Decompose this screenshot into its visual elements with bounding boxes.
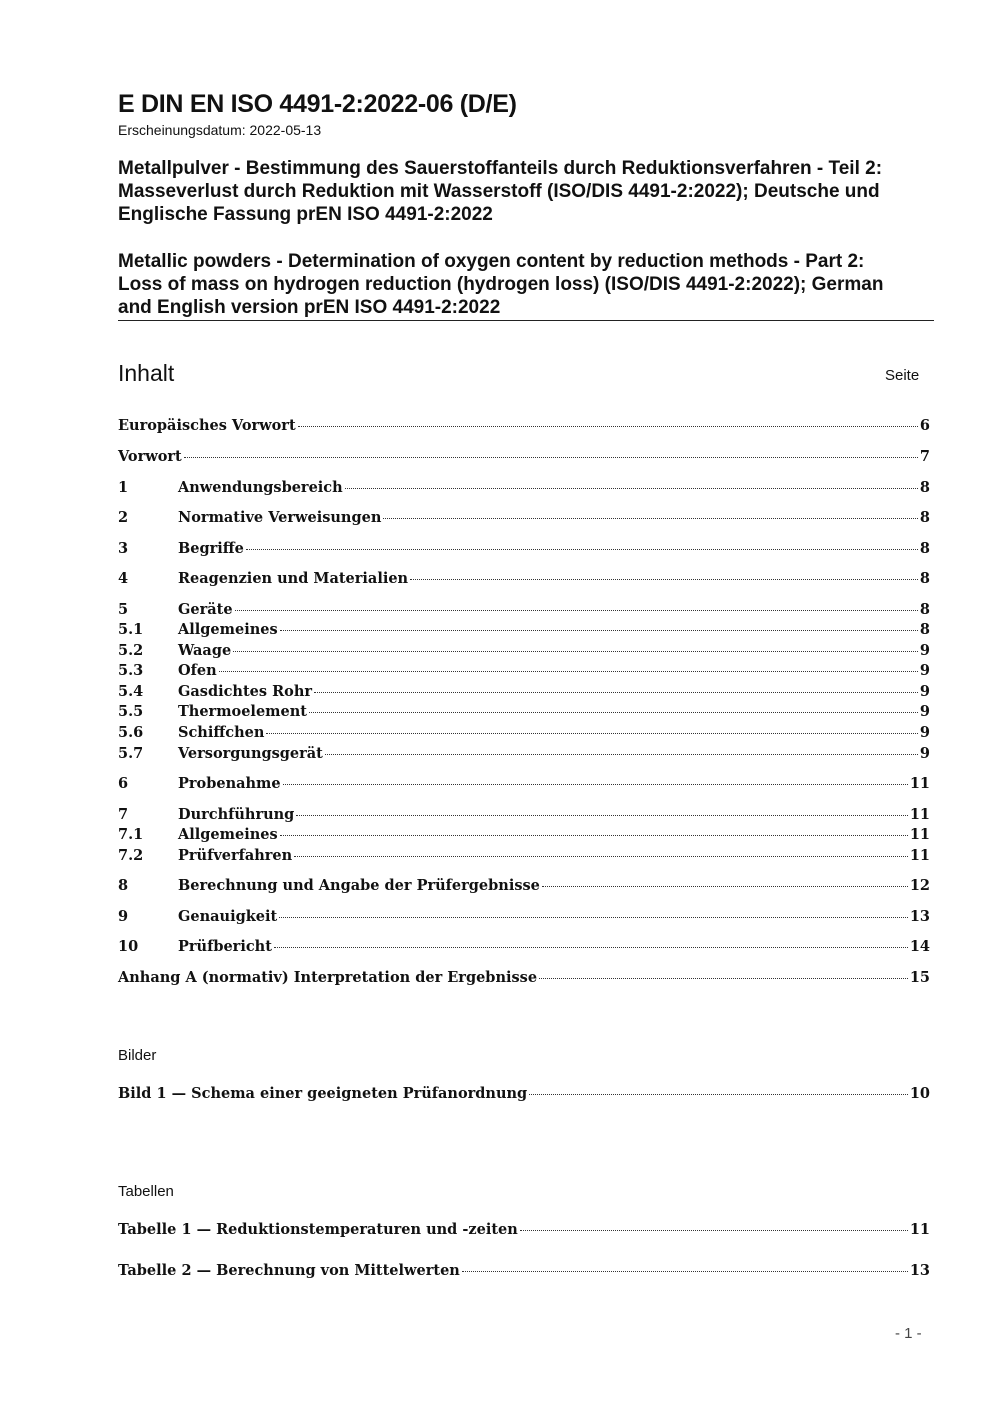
toc-entry-number: 4 xyxy=(118,570,129,587)
toc-entry-leader-dots xyxy=(246,549,918,550)
figure-entry[interactable] xyxy=(118,1085,930,1105)
toc-entry[interactable] xyxy=(118,847,930,867)
toc-entry-leader-dots xyxy=(309,712,918,713)
table-entry-leader-dots xyxy=(520,1230,908,1231)
toc-entry-leader-dots xyxy=(314,692,918,693)
toc-entry-label: Normative Verweisungen xyxy=(178,509,382,526)
header-divider xyxy=(118,320,934,321)
toc-entry[interactable] xyxy=(118,724,930,744)
toc-entry[interactable] xyxy=(118,703,930,723)
toc-entry-label: Durchführung xyxy=(178,806,295,823)
toc-entry[interactable] xyxy=(118,877,930,897)
toc-entry[interactable] xyxy=(118,775,930,795)
toc-entry[interactable] xyxy=(118,621,930,641)
toc-entry-label: Genauigkeit xyxy=(178,908,278,925)
toc-entry[interactable] xyxy=(118,642,930,662)
toc-entry-number: 7.2 xyxy=(118,847,144,864)
toc-entry-number: 5.4 xyxy=(118,683,144,700)
figure-entry-leader-dots xyxy=(529,1094,908,1095)
toc-entry-leader-dots xyxy=(283,784,908,785)
toc-entry-leader-dots xyxy=(280,835,908,836)
toc-entry-label: Ofen xyxy=(178,662,217,679)
toc-entry-number: 2 xyxy=(118,509,129,526)
toc-entry-label: Schiffchen xyxy=(178,724,265,741)
toc-entry-label: Allgemeines xyxy=(178,826,278,843)
toc-entry-page: 8 xyxy=(919,479,930,496)
toc-entry[interactable] xyxy=(118,540,930,560)
toc-entry-page: 11 xyxy=(909,826,930,843)
title-german xyxy=(118,157,938,226)
toc-entry-number: 5 xyxy=(118,601,129,618)
toc-heading: Inhalt xyxy=(118,360,175,386)
toc-entry-page: 6 xyxy=(919,417,930,434)
title-german-line: Englische Fassung prEN ISO 4491-2:2022 xyxy=(118,204,493,225)
toc-entry-label: Europäisches Vorwort xyxy=(118,417,296,434)
toc-entry[interactable] xyxy=(118,908,930,928)
toc-entry-leader-dots xyxy=(274,947,908,948)
toc-entry-number: 8 xyxy=(118,877,129,894)
toc-entry[interactable] xyxy=(118,969,930,989)
toc-entry[interactable] xyxy=(118,826,930,846)
toc-entry-leader-dots xyxy=(294,856,908,857)
toc-entry[interactable] xyxy=(118,601,930,621)
toc-entry[interactable] xyxy=(118,662,930,682)
table-entry-page: 11 xyxy=(909,1221,930,1238)
toc-entry[interactable] xyxy=(118,417,930,437)
toc-entry-number: 7 xyxy=(118,806,129,823)
toc-entry-page: 8 xyxy=(919,570,930,587)
toc-entry-leader-dots xyxy=(410,579,918,580)
toc-entry-number: 5.7 xyxy=(118,745,144,762)
toc-entry[interactable] xyxy=(118,448,930,468)
toc-entry-leader-dots xyxy=(235,610,918,611)
toc-entry-leader-dots xyxy=(383,518,918,519)
title-german-line: Masseverlust durch Reduktion mit Wasserstoff (ISO/DIS 4491-2:2022); Deutsche und xyxy=(118,181,880,202)
table-entry-leader-dots xyxy=(462,1271,908,1272)
toc-entry-leader-dots xyxy=(345,488,918,489)
figure-entry-label: Bild 1 — Schema einer geeigneten Prüfanordnung xyxy=(118,1085,528,1102)
toc-entry-page: 9 xyxy=(919,703,930,720)
figures-heading: Bilder xyxy=(118,1047,157,1064)
toc-entry-number: 5.2 xyxy=(118,642,144,659)
toc-entry-page: 9 xyxy=(919,662,930,679)
toc-entry-label: Waage xyxy=(178,642,232,659)
toc-entry-page: 12 xyxy=(909,877,930,894)
toc-entry-page: 7 xyxy=(919,448,930,465)
toc-entry[interactable] xyxy=(118,683,930,703)
toc-entry-label: Reagenzien und Materialien xyxy=(178,570,409,587)
table-entry-label: Tabelle 1 — Reduktionstemperaturen und -zeiten xyxy=(118,1221,518,1238)
toc-entry-page: 9 xyxy=(919,745,930,762)
toc-entry[interactable] xyxy=(118,479,930,499)
toc-entry-leader-dots xyxy=(280,630,918,631)
toc-entry-label: Probenahme xyxy=(178,775,281,792)
toc-entry-number: 5.3 xyxy=(118,662,144,679)
table-entry-label: Tabelle 2 — Berechnung von Mittelwerten xyxy=(118,1262,460,1279)
toc-entry-leader-dots xyxy=(542,886,908,887)
publication-date: Erscheinungsdatum: 2022-05-13 xyxy=(118,122,322,138)
toc-entry-page: 8 xyxy=(919,601,930,618)
toc-entry-page: 11 xyxy=(909,775,930,792)
toc-entry-page: 13 xyxy=(909,908,930,925)
toc-entry-label: Geräte xyxy=(178,601,233,618)
toc-entry-label: Prüfverfahren xyxy=(178,847,293,864)
toc-entry-label: Versorgungsgerät xyxy=(178,745,323,762)
figure-entry-page: 10 xyxy=(909,1085,930,1102)
toc-entry-page: 11 xyxy=(909,806,930,823)
toc-entry-page: 9 xyxy=(919,724,930,741)
toc-entry[interactable] xyxy=(118,745,930,765)
toc-entry-leader-dots xyxy=(184,457,918,458)
toc-entry-leader-dots xyxy=(325,754,918,755)
table-entry[interactable] xyxy=(118,1221,930,1241)
title-english-line: and English version prEN ISO 4491-2:2022 xyxy=(118,297,501,318)
toc-entry-page: 14 xyxy=(909,938,930,955)
title-german-line: Metallpulver - Bestimmung des Sauerstoffanteils durch Reduktionsverfahren - Teil 2: xyxy=(118,158,883,179)
toc-entry-number: 7.1 xyxy=(118,826,144,843)
toc-page-column-heading: Seite xyxy=(885,367,920,384)
toc-entry-label: Begriffe xyxy=(178,540,244,557)
toc-entry-leader-dots xyxy=(279,917,908,918)
toc-entry-number: 1 xyxy=(118,479,129,496)
toc-entry-page: 15 xyxy=(909,969,930,986)
document-title: E DIN EN ISO 4491-2:2022-06 (D/E) xyxy=(118,90,517,118)
toc-entry-label: Prüfbericht xyxy=(178,938,272,955)
page-number: - 1 - xyxy=(895,1325,922,1342)
toc-entry-number: 5.6 xyxy=(118,724,144,741)
toc-entry-number: 3 xyxy=(118,540,129,557)
toc-entry-page: 9 xyxy=(919,683,930,700)
toc-entry-label: Anwendungsbereich xyxy=(178,479,343,496)
toc-entry-number: 9 xyxy=(118,908,129,925)
toc-entry-page: 9 xyxy=(919,642,930,659)
toc-entry[interactable] xyxy=(118,938,930,958)
toc-entry-page: 11 xyxy=(909,847,930,864)
toc-entry-number: 10 xyxy=(118,938,139,955)
tables-heading: Tabellen xyxy=(118,1183,174,1200)
toc-entry-label: Allgemeines xyxy=(178,621,278,638)
toc-entry-label: Berechnung und Angabe der Prüfergebnisse xyxy=(178,877,540,894)
toc-entry-page: 8 xyxy=(919,509,930,526)
toc-entry-label: Thermoelement xyxy=(178,703,307,720)
toc-entry[interactable] xyxy=(118,570,930,590)
toc-entry-label: Vorwort xyxy=(118,448,182,465)
toc-entry-leader-dots xyxy=(296,815,908,816)
toc-entry-label: Gasdichtes Rohr xyxy=(178,683,312,700)
toc-entry-leader-dots xyxy=(266,733,918,734)
title-english xyxy=(118,250,938,319)
toc-entry[interactable] xyxy=(118,509,930,529)
toc-entry-page: 8 xyxy=(919,621,930,638)
toc-entry[interactable] xyxy=(118,806,930,826)
title-english-line: Loss of mass on hydrogen reduction (hydrogen loss) (ISO/DIS 4491-2:2022); German xyxy=(118,274,884,295)
toc-entry-leader-dots xyxy=(219,671,918,672)
toc-entry-number: 5.5 xyxy=(118,703,144,720)
toc-entry-page: 8 xyxy=(919,540,930,557)
toc-entry-number: 6 xyxy=(118,775,129,792)
toc-entry-leader-dots xyxy=(539,978,908,979)
toc-entry-number: 5.1 xyxy=(118,621,144,638)
toc-entry-label: Anhang A (normativ) Interpretation der Ergebnisse xyxy=(118,969,538,986)
toc-entry-leader-dots xyxy=(298,426,918,427)
table-entry[interactable] xyxy=(118,1262,930,1282)
table-entry-page: 13 xyxy=(909,1262,930,1279)
title-english-line: Metallic powders - Determination of oxygen content by reduction methods - Part 2: xyxy=(118,251,865,272)
toc-entry-leader-dots xyxy=(233,651,918,652)
